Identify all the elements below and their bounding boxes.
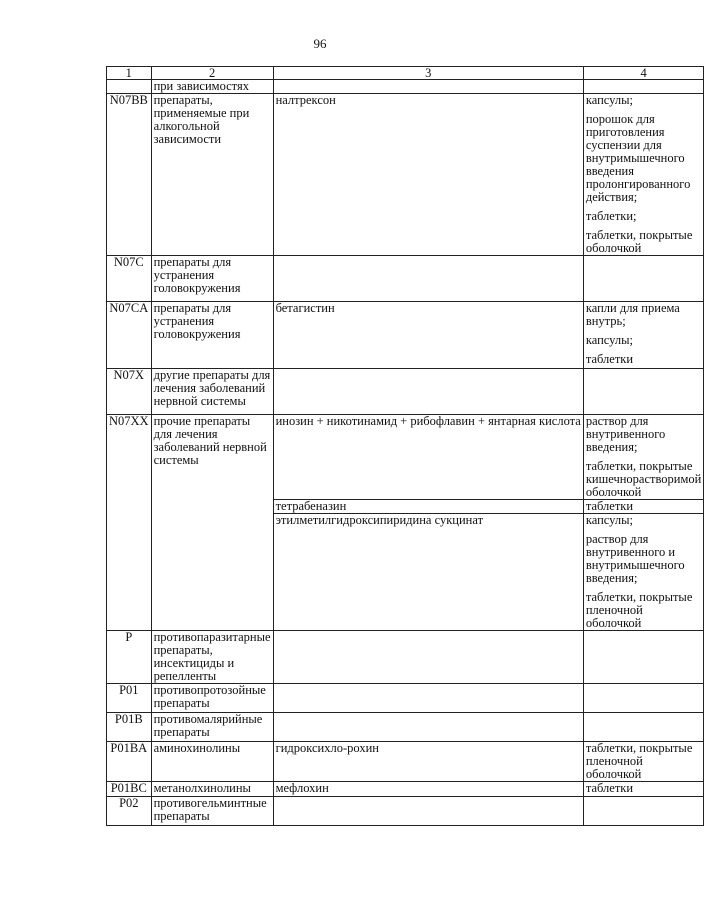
form-cell: [583, 631, 704, 684]
dosage-form: порошок для приготовления суспензии для внутримышечного введения пролонгированного действия;: [585, 112, 691, 204]
dosage-form: капсулы;: [585, 93, 633, 107]
column-number-3: 3: [273, 67, 583, 80]
group-name-cell: препараты для устранения головокружения: [151, 256, 273, 302]
form-cell: [583, 713, 704, 742]
group-name-cell: аминохинолины: [151, 742, 273, 782]
table-row: [107, 782, 704, 797]
code-cell: P02: [107, 797, 152, 826]
group-name-cell: препараты, применяемые при алкогольной зависимости: [151, 94, 273, 256]
group-name-cell: прочие препараты для лечения заболеваний нервной системы: [151, 415, 273, 631]
form-cell: [583, 80, 704, 94]
drug-cell: [273, 797, 583, 826]
column-number-1: 1: [107, 67, 152, 80]
column-number-4: 4: [583, 67, 704, 80]
dosage-form: таблетки: [585, 499, 634, 513]
dosage-form: таблетки, покрытые пленочной оболочкой: [585, 590, 693, 630]
dosage-form: капсулы;: [585, 513, 633, 527]
drug-cell: тетрабеназин: [273, 500, 583, 514]
drug-cell: [273, 684, 583, 713]
drug-cell: [273, 713, 583, 742]
table-row: [107, 94, 704, 256]
table-row: [107, 631, 704, 684]
code-cell: [107, 80, 152, 94]
group-name-cell: противопаразитарные препараты, инсектициды и репелленты: [151, 631, 273, 684]
code-cell: N07XX: [107, 415, 152, 631]
group-name-cell: противопротозойные препараты: [151, 684, 273, 713]
code-cell: P01: [107, 684, 152, 713]
form-cell: [583, 256, 704, 302]
drug-cell: [273, 256, 583, 302]
code-cell: N07BB: [107, 94, 152, 256]
table-row: [107, 797, 704, 826]
drug-cell: мефлохин: [273, 782, 583, 797]
code-cell: N07X: [107, 369, 152, 415]
dosage-form: таблетки;: [585, 209, 637, 223]
dosage-form: таблетки: [585, 352, 634, 366]
group-name-cell: метанолхинолины: [151, 782, 273, 797]
code-cell: P01B: [107, 713, 152, 742]
page-number: 96: [313, 36, 327, 51]
drug-cell: [273, 631, 583, 684]
form-cell: [583, 302, 704, 369]
table-row: [107, 713, 704, 742]
group-name-cell: противомалярийные препараты: [151, 713, 273, 742]
code-cell: P: [107, 631, 152, 684]
drug-cell: инозин + никотинамид + рибофлавин + янтарная кислота: [273, 415, 583, 500]
table-row: [107, 742, 704, 782]
form-cell: [583, 500, 704, 514]
table-row: [107, 684, 704, 713]
table-row: [107, 369, 704, 415]
table-row: [107, 415, 704, 500]
drug-cell: гидроксихло-рохин: [273, 742, 583, 782]
table-row: [107, 80, 704, 94]
dosage-form: таблетки: [585, 781, 634, 795]
dosage-form: раствор для внутривенного введения;: [585, 414, 666, 454]
drug-cell: бетагистин: [273, 302, 583, 369]
dosage-form: таблетки, покрытые пленочной оболочкой: [585, 741, 693, 781]
column-number-2: 2: [151, 67, 273, 80]
drug-cell: [273, 369, 583, 415]
group-name-cell: при зависимостях: [151, 80, 273, 94]
code-cell: N07CA: [107, 302, 152, 369]
form-cell: [583, 684, 704, 713]
dosage-form: таблетки, покрытые кишечнорастворимой оболочкой: [585, 459, 702, 499]
group-name-cell: другие препараты для лечения заболеваний нервной системы: [151, 369, 273, 415]
dosage-form: капсулы;: [585, 333, 633, 347]
form-cell: [583, 369, 704, 415]
form-cell: [583, 782, 704, 797]
drug-cell: [273, 80, 583, 94]
table-row: [107, 302, 704, 369]
form-cell: [583, 797, 704, 826]
form-cell: [583, 415, 704, 500]
code-cell: N07C: [107, 256, 152, 302]
dosage-form: капли для приема внутрь;: [585, 301, 680, 328]
table-row: [107, 256, 704, 302]
column-number-row: [107, 67, 704, 80]
drug-registry-table: [106, 66, 704, 826]
drug-cell: налтрексон: [273, 94, 583, 256]
group-name-cell: препараты для устранения головокружения: [151, 302, 273, 369]
dosage-form: раствор для внутривенного и внутримышечного введения;: [585, 532, 685, 585]
code-cell: P01BC: [107, 782, 152, 797]
form-cell: [583, 742, 704, 782]
drug-cell: этилметилгидроксипиридина сукцинат: [273, 514, 583, 631]
form-cell: [583, 514, 704, 631]
group-name-cell: противогельминтные препараты: [151, 797, 273, 826]
dosage-form: таблетки, покрытые оболочкой: [585, 228, 693, 255]
code-cell: P01BA: [107, 742, 152, 782]
form-cell: [583, 94, 704, 256]
